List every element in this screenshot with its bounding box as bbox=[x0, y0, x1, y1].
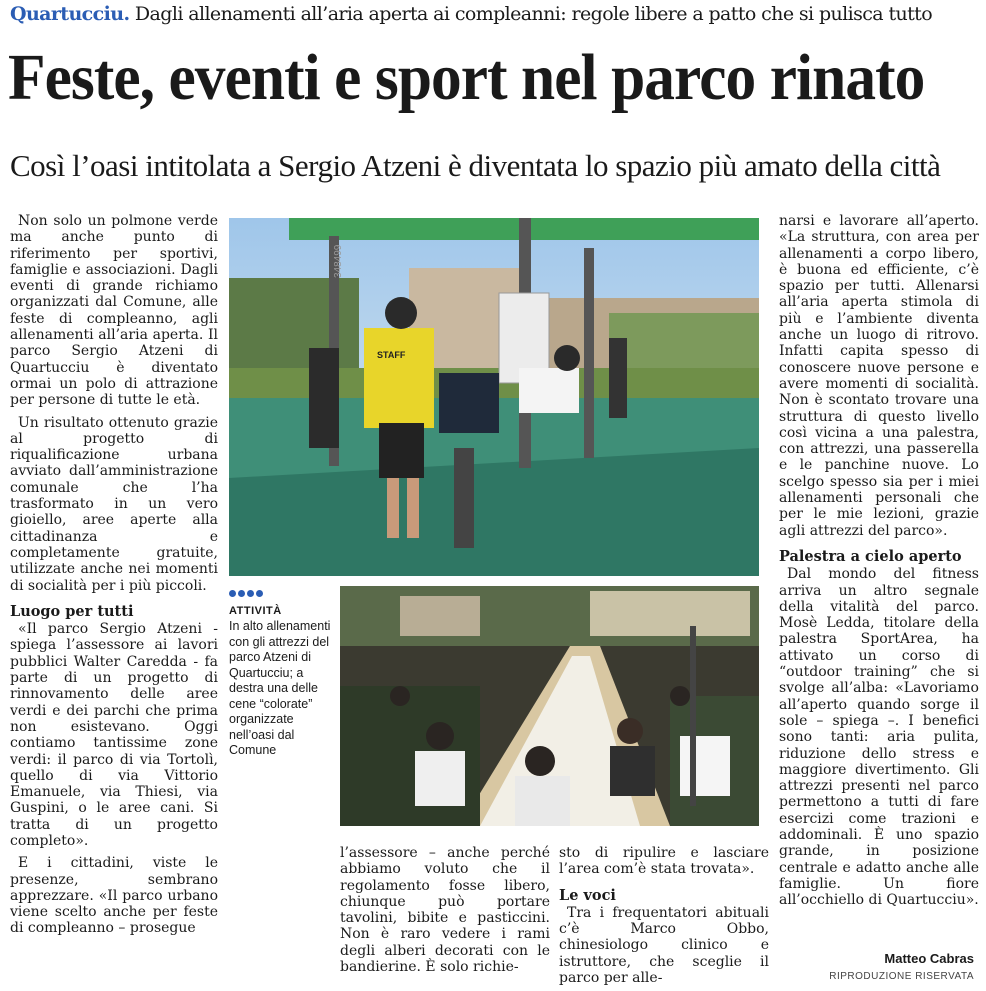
byline: Matteo Cabras bbox=[884, 951, 974, 966]
section-heading: Le voci bbox=[559, 886, 616, 904]
paragraph: narsi e lavorare all’aperto. «La struttura, con area per allenamenti a corpo libero, è buona ed efficiente, c’è spazio per tutti. Allenarsi all’aria aperta stimola di più e l’ambiente diventa anche un luogo di ritrovo. Infatti capita spesso di conoscere nuove persone e avere momenti di socialità. Non è scontato trovare una struttura di questo livello così vicina a una palestra, con attrezzi, una passerella e le panchine nuove. Lo scelgo spesso sia per i miei allenamenti personali che per le mie lezioni, grazie agli attrezzi del parco». bbox=[779, 213, 979, 539]
paragraph: l’assessore – anche perché abbiamo voluto che il regolamento fosse libero, chiunque può portare tavolini, bibite e pasticcini. Non è raro vedere i rami degli alberi decorati con le bandierine. È solo richie- bbox=[340, 845, 550, 976]
headline: Feste, eventi e sport nel parco rinato bbox=[8, 41, 925, 114]
paragraph: sto di ripulire e lasciare l’area com’è stata trovata». bbox=[559, 845, 769, 878]
paragraph: E i cittadini, viste le presenze, sembrano apprezzare. «Il parco urbano viene scelto anche per feste di compleanno – prosegue bbox=[10, 855, 218, 937]
article-column-4 bbox=[779, 213, 979, 908]
paragraph: Non solo un polmone verde ma anche punto di riferimento per sportivi, famiglie e associazioni. Dagli eventi di grande richiamo organizzati dal Comune, alle feste di compleanno, agli allenamenti all’aria aperta. Il parco Sergio Atzeni di Quartucciu è diventato ormai un polo di attrazione per persone di tutte le età. bbox=[10, 213, 218, 409]
dinner-illustration bbox=[340, 586, 759, 826]
photo-caption bbox=[229, 586, 332, 759]
paragraph: Dal mondo del fitness arriva un altro segnale della vitalità del parco. Mosè Ledda, titolare della palestra SportArea, ha attivato un corso di “outdoor training” che si svolge all’alba: «Lavoriamo all’aperto quando sorge il sole – spiega –. I benefici sono tanti: aria pulita, riduzione dello stress e maggiore divertimento. Gli attrezzi presenti nel parco permettono a tutti di fare esercizi come trazioni e addominali. È uno spazio grande, in posizione centrale e adatto anche alle famiglie. Un fiore all’occhiello di Quartucciu». bbox=[779, 566, 979, 909]
paragraph: «Il parco Sergio Atzeni - spiega l’assessore ai lavori pubblici Walter Caredda - fa parte di un progetto di rinnovamento delle aree verdi e dei parchi che prima non esistevano. Oggi contiamo tantissime zone verdi: il parco di via Tortolì, quello di via Vittorio Emanuele, via Thiesi, via Guspini, o le aree cani. Si tratta di un progetto completo». bbox=[10, 621, 218, 849]
watermark: 348499 bbox=[333, 244, 344, 278]
section-heading: Luogo per tutti bbox=[10, 602, 134, 620]
section-heading: Palestra a cielo aperto bbox=[779, 547, 962, 565]
photo-community-dinner bbox=[340, 586, 759, 826]
staff-label: STAFF bbox=[377, 350, 406, 360]
photo-outdoor-gym bbox=[229, 218, 759, 576]
paragraph: Un risultato ottenuto grazie al progetto di riqualificazione urbana avviato dall’amministrazione comunale che l’ha trasformato in un vero gioiello, aree aperte alla cittadinanza e completamente gratuite, utilizzate anche nei momenti di socialità per i più piccoli. bbox=[10, 414, 218, 594]
kicker-place: Quartucciu. bbox=[10, 3, 130, 25]
article-column-1 bbox=[10, 213, 218, 937]
kicker-text: Dagli allenamenti all’aria aperta ai compleanni: regole libere a patto che si pulisca tutto bbox=[134, 3, 933, 25]
caption-label: ATTIVITÀ bbox=[229, 604, 282, 617]
copyright-notice: RIPRODUZIONE RISERVATA bbox=[829, 971, 974, 982]
article-column-3 bbox=[559, 845, 769, 986]
article-column-2 bbox=[340, 845, 550, 975]
kicker bbox=[10, 3, 980, 25]
paragraph: Tra i frequentatori abituali c’è Marco Obbo, chinesiologo clinico e istruttore, che sceglie il parco per alle- bbox=[559, 904, 769, 987]
outdoor-gym-illustration bbox=[229, 218, 759, 576]
caption-text: In alto allenamenti con gli attrezzi del parco Atzeni di Quartucciu; a destra una delle cene “colorate” organizzate nell’oasi dal Comune bbox=[229, 619, 331, 757]
subheadline: Così l’oasi intitolata a Sergio Atzeni è diventata lo spazio più amato della città bbox=[10, 148, 941, 183]
caption-dots-icon bbox=[229, 586, 332, 602]
